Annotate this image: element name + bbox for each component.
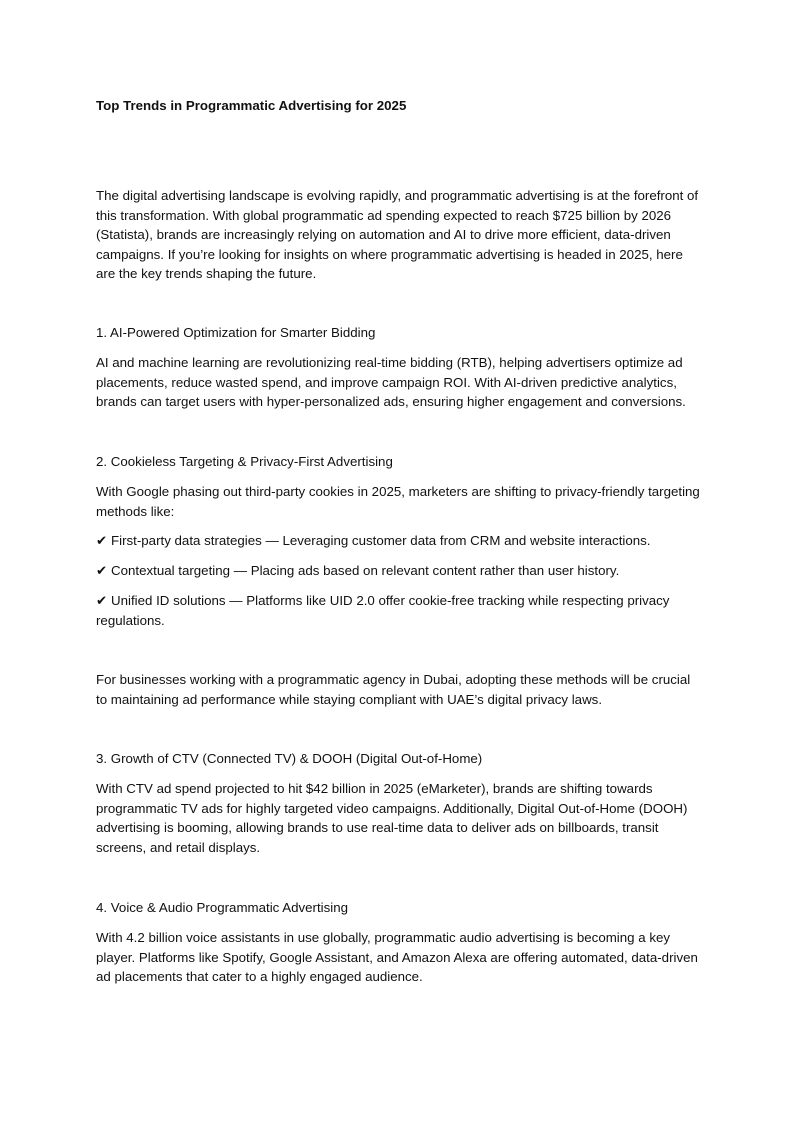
section-4-body: With 4.2 billion voice assistants in use globally, programmatic audio advertising is becoming a key player. Platforms like Spotify, Google Assistant, and Amazon Alexa are offering automated, data-driven ad placements that cater to a highly engaged audience. xyxy=(96,930,698,984)
checkmark-icon: ✔ xyxy=(96,593,108,608)
checklist-item xyxy=(96,561,700,581)
checklist-item xyxy=(96,591,700,630)
checkmark-icon: ✔ xyxy=(96,533,108,548)
section-1-body: AI and machine learning are revolutionizing real-time bidding (RTB), helping advertisers optimize ad placements, reduce wasted spend, and improve campaign ROI. With AI-driven predictive analytics, brands can target users with hyper-personalized ads, ensuring higher engagement and conversions. xyxy=(96,355,686,409)
document-title: Top Trends in Programmatic Advertising for 2025 xyxy=(96,98,407,113)
section-3-body: With CTV ad spend projected to hit $42 billion in 2025 (eMarketer), brands are shifting towards programmatic TV ads for highly targeted video campaigns. Additionally, Digital Out-of-Home (DOOH) advertising is booming, allowing brands to use real-time data to deliver ads on billboards, transit screens, and retail displays. xyxy=(96,781,688,855)
checkmark-icon: ✔ xyxy=(96,563,108,578)
intro-paragraph: The digital advertising landscape is evolving rapidly, and programmatic advertising is at the forefront of this transformation. With global programmatic ad spending expected to reach $725 billion by 2026 (Statista), brands are increasingly relying on automation and AI to drive more efficient, data-driven campaigns. If you’re looking for insights on where programmatic advertising is headed in 2025, here are the key trends shaping the future. xyxy=(96,188,699,281)
section-2-heading: 2. Cookieless Targeting & Privacy-First Advertising xyxy=(96,454,393,469)
section-2-followup: For businesses working with a programmatic agency in Dubai, adopting these methods will be crucial to maintaining ad performance while staying compliant with UAE’s digital privacy laws. xyxy=(96,672,691,707)
section-1-heading: 1. AI-Powered Optimization for Smarter Bidding xyxy=(96,325,376,340)
checklist-item-text: Unified ID solutions — Platforms like UID 2.0 offer cookie-free tracking while respecting privacy regulations. xyxy=(96,593,670,628)
checklist-item xyxy=(96,531,700,551)
checklist-item-text: Contextual targeting — Placing ads based on relevant content rather than user history. xyxy=(111,563,620,578)
checklist-item-text: First-party data strategies — Leveraging customer data from CRM and website interactions. xyxy=(111,533,651,548)
section-3-heading: 3. Growth of CTV (Connected TV) & DOOH (Digital Out-of-Home) xyxy=(96,751,483,766)
section-4-heading: 4. Voice & Audio Programmatic Advertising xyxy=(96,900,349,915)
section-2-body: With Google phasing out third-party cookies in 2025, marketers are shifting to privacy-friendly targeting methods like: xyxy=(96,484,700,519)
